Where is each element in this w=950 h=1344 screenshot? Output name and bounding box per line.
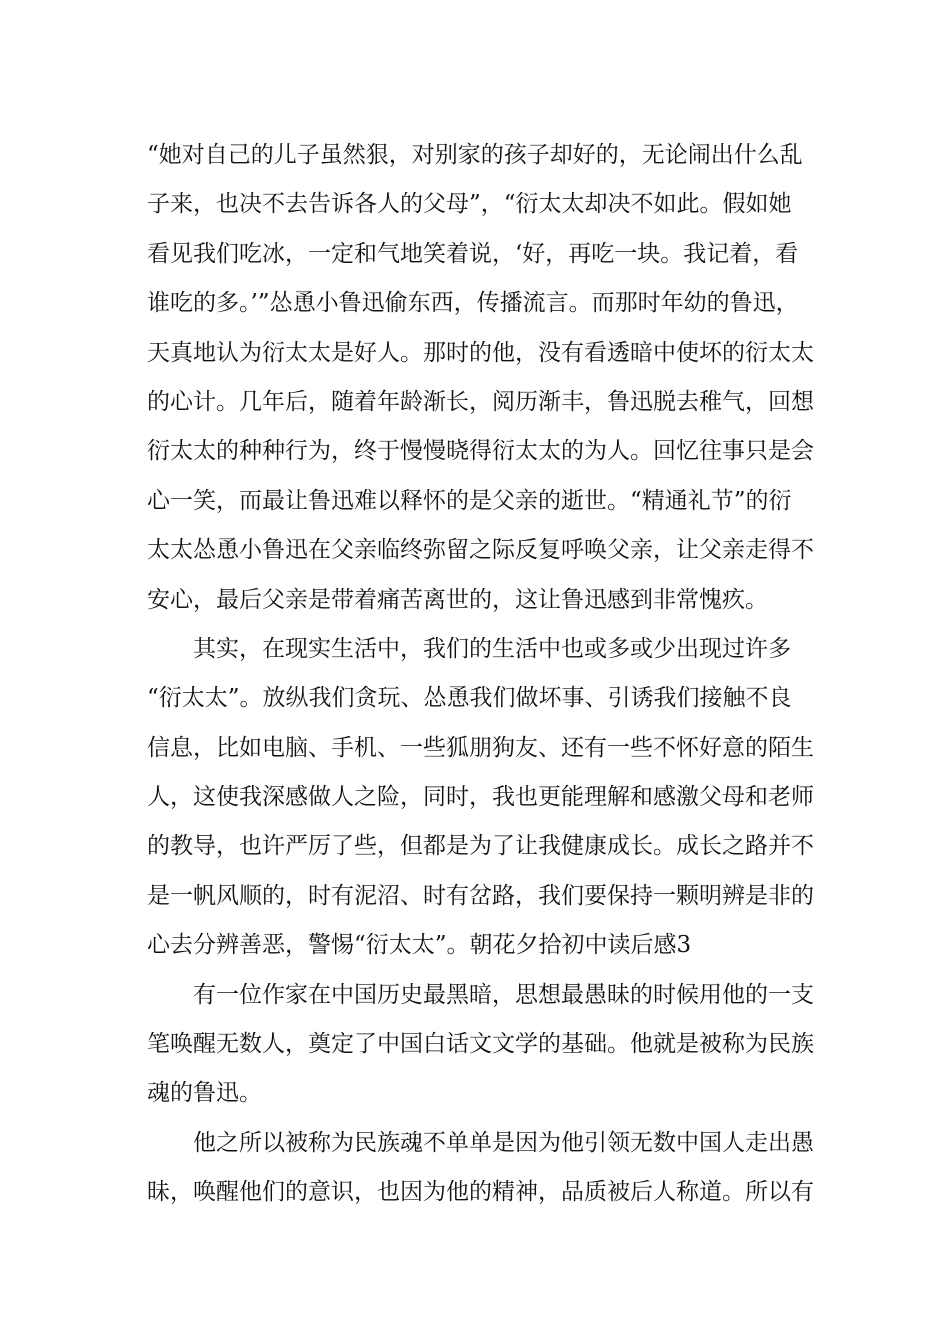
text-line: 昧，唤醒他们的意识，也因为他的精神，品质被后人称道。所以有 — [147, 1179, 814, 1206]
text-line: 信息，比如电脑、手机、一些狐朋狗友、还有一些不怀好意的陌生 — [147, 734, 814, 761]
text-line: 谁吃的多。’”怂恿小鲁迅偷东西，传播流言。而那时年幼的鲁迅， — [147, 290, 799, 317]
text-line: 太太怂恿小鲁迅在父亲临终弥留之际反复呼唤父亲，让父亲走得不 — [147, 537, 814, 564]
text-line: 笔唤醒无数人，奠定了中国白话文文学的基础。他就是被称为民族 — [147, 1031, 814, 1058]
text-line: “衍太太”。放纵我们贪玩、怂恿我们做坏事、引诱我们接触不良 — [147, 685, 792, 712]
text-line: 安心，最后父亲是带着痛苦离世的，这让鲁迅感到非常愧疚。 — [147, 586, 768, 613]
text-line: 其实，在现实生活中，我们的生活中也或多或少出现过许多 — [147, 635, 791, 662]
document-body — [147, 131, 827, 1218]
text-line: 人，这使我深感做人之险，同时，我也更能理解和感激父母和老师 — [147, 784, 814, 811]
text-line: 子来，也决不去告诉各人的父母”，“衍太太却决不如此。假如她 — [147, 191, 792, 218]
text-line: 心一笑，而最让鲁迅难以释怀的是父亲的逝世。“精通礼节”的衍 — [147, 487, 792, 514]
text-line: 天真地认为衍太太是好人。那时的他，没有看透暗中使坏的衍太太 — [147, 339, 814, 366]
text-line: 看见我们吃冰，一定和气地笑着说，‘好，再吃一块。我记着，看 — [147, 240, 799, 267]
text-line: 有一位作家在中国历史最黑暗，思想最愚昧的时候用他的一支 — [147, 981, 814, 1008]
text-line: 是一帆风顺的，时有泥沼、时有岔路，我们要保持一颗明辨是非的 — [147, 882, 814, 909]
text-line: 的教导，也许严厉了些，但都是为了让我健康成长。成长之路并不 — [147, 833, 814, 860]
text-line: 心去分辨善恶，警惕“衍太太”。朝花夕拾初中读后感3 — [147, 932, 692, 959]
text-line: 魂的鲁迅。 — [147, 1080, 262, 1107]
text-line: 他之所以被称为民族魂不单单是因为他引领无数中国人走出愚 — [147, 1129, 814, 1156]
text-line: 的心计。几年后，随着年龄渐长，阅历渐丰，鲁迅脱去稚气，回想 — [147, 388, 814, 415]
text-line: 衍太太的种种行为，终于慢慢晓得衍太太的为人。回忆往事只是会 — [147, 438, 814, 465]
text-line: “她对自己的儿子虽然狠，对别家的孩子却好的，无论闹出什么乱 — [147, 142, 803, 168]
